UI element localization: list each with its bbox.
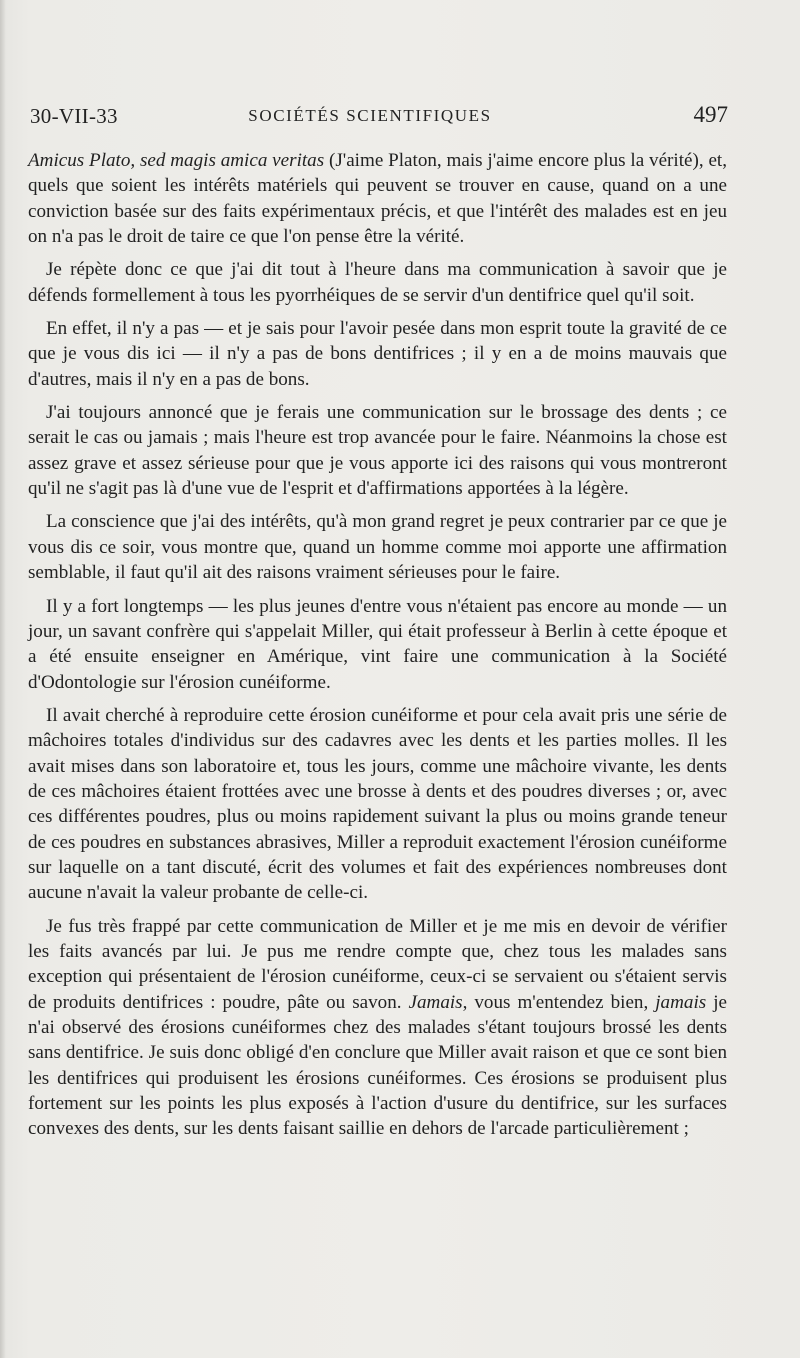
paragraph: J'ai toujours annoncé que je ferais une communication sur le brossage des dents ; ce serait le cas ou jamais ; mais l'heure est trop avancée pour le faire. Néanmoins la chose est assez grave et assez sérieuse pour que je vous apporte ici des raisons qui vous montreront qu'il ne s'agit pas là d'une vue de l'esprit et d'affirmations apportées à la légère. bbox=[28, 402, 727, 500]
paragraph: Je répète donc ce que j'ai dit tout à l'heure dans ma communication à savoir que je défends formellement à tous les pyorrhéiques de se servir d'un dentifrice quel qu'il soit. bbox=[28, 259, 727, 306]
paragraph: Il y a fort longtemps — les plus jeunes d'entre vous n'étaient pas encore au monde — un jour, un savant confrère qui s'appelait Miller, qui était professeur à Berlin à cette époque et a été ensuite enseigner en Amérique, vint faire une communication à la Société d'Odontologie sur l'érosion cunéiforme. bbox=[28, 595, 727, 693]
running-head bbox=[30, 100, 728, 136]
page-number: 497 bbox=[693, 102, 728, 127]
header-date: 30-VII-33 bbox=[30, 104, 118, 128]
paragraph: Amicus Plato, sed magis amica veritas (J'aime Platon, mais j'aime encore plus la vérité), et, quels que soient les intérêts matériels qui peuvent se trouver en cause, quand on a une conviction basée sur des faits expérimentaux précis, et que l'intérêt des malades est en jeu on n'a pas le droit de taire ce que l'on pense être la vérité. bbox=[28, 150, 727, 248]
body-text bbox=[28, 148, 727, 1150]
paragraph: Je fus très frappé par cette communication de Miller et je me mis en devoir de vérifier les faits avancés par lui. Je pus me rendre compte que, chez tous les malades sans exception qui présentaient de l'érosion cunéiforme, ceux-ci se servaient ou s'étaient servis de produits dentifrices : poudre, pâte ou savon. Jamais, vous m'entendez bien, jamais je n'ai observé des érosions cunéiformes chez des malades s'étant toujours brossé les dents sans dentifrice. Je suis donc obligé d'en conclure que Miller avait raison et que ce sont bien les dentifrices qui produisent les érosions cunéiformes. Ces érosions se produisent plus fortement sur les points les plus exposés à l'action d'usure du dentifrice, sur les surfaces convexes des dents, sur les dents faisant saillie en dehors de l'arcade particulièrement ; bbox=[28, 915, 727, 1140]
paragraph: En effet, il n'y a pas — et je sais pour l'avoir pesée dans mon esprit toute la gravité de ce que je vous dis ici — il n'y a pas de bons dentifrices ; il y en a de moins mauvais que d'autres, mais il n'y en a pas de bons. bbox=[28, 318, 727, 390]
emphasis: Jamais bbox=[408, 991, 463, 1013]
page-gutter-shadow bbox=[0, 0, 6, 1358]
paragraph: La conscience que j'ai des intérêts, qu'à mon grand regret je peux contrarier par ce que je vous dis ce soir, vous montre que, quand un homme comme moi apporte une affirmation semblable, il faut qu'il ait des raisons vraiment sérieuses pour le faire. bbox=[28, 511, 727, 584]
paragraph: Il avait cherché à reproduire cette érosion cunéiforme et pour cela avait pris une série de mâchoires totales d'individus sur des cadavres avec les dents et les parties molles. Il les avait mises dans son laboratoire et, tous les jours, comme une mâchoire vivante, les dents de ces mâchoires étaient frottées avec une brosse à dents et des poudres diverses ; or, avec ces différentes poudres, plus ou moins rapidement suivant la plus ou moins grande teneur de ces poudres en substances abrasives, Miller a reproduit exactement l'érosion cunéiforme sur laquelle on a tant discuté, écrit des volumes et fait des expériences nombreuses dont aucune n'avait la valeur probante de celle-ci. bbox=[28, 704, 727, 904]
latin-quote: Amicus Plato, sed magis amica veritas bbox=[28, 150, 325, 171]
header-title: SOCIÉTÉS SCIENTIFIQUES bbox=[248, 106, 492, 125]
emphasis: jamais bbox=[655, 991, 707, 1013]
